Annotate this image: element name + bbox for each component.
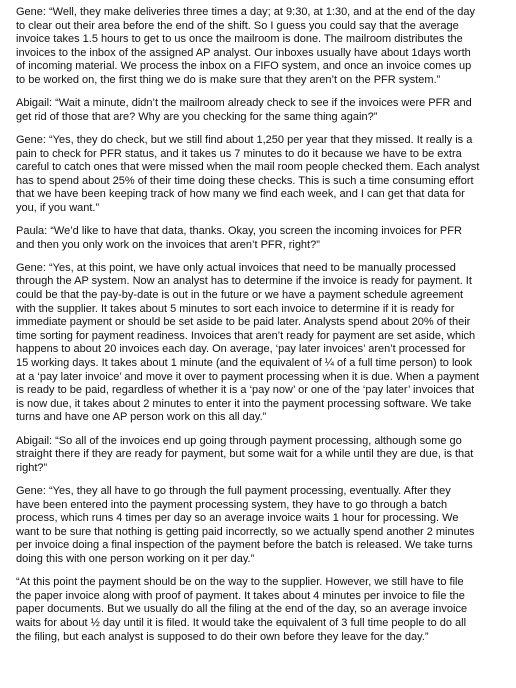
paragraph-paula-screening: Paula: “We’d like to have that data, thanks. Okay, you screen the incoming invoices for PFR and then you only work on the invoices that aren’t PFR, right?” <box>16 225 462 251</box>
paragraph-gene-payment-readiness: Gene: “Yes, at this point, we have only actual invoices that need to be manually processed through the AP system. Now an analyst has to determine if the invoice is ready for payment. It could be that the pay-by-date is out in the future or we have a payment schedule agreement with the supplier. It takes about 5 minutes to sort each invoice to determine if it is ready for immediate payment or should be set aside to be paid later. Analysts spend about 20% of their time sorting for payment readiness. Invoices that aren’t ready for payment are set aside, which happens to about 20 invoices each day. On average, ‘pay later invoices’ aren’t processed for 15 working days. It takes about 1 minute (and the equivalent of ¼ of a full time person) to look at a ‘pay later invoice’ and move it over to payment processing when it is due. When a payment is ready to be paid, regardless of whether it is a ‘pay now’ or one of the ‘pay later’ invoices that is now due, it takes about 2 minutes to enter it into the payment processing software. We take turns and have one AP person work on this all day.” <box>16 261 480 424</box>
paragraph-gene-deliveries: Gene: “Well, they make deliveries three times a day; at 9:30, at 1:30, and at the end of the day to clear out their area before the end of the shift. So I guess you could say that the average invoice takes 1.5 hours to get to us once the mailroom is done. The mailroom distributes the invoices to the inbox of the assigned AP analyst. Our inboxes usually have about 1days worth of incoming material. We process the inbox on a FIFO system, and once an invoice comes up to be worked on, the first thing we do is make sure that they aren’t on the PFR system.” <box>16 6 476 86</box>
paragraph-abigail-payment-processing: Abigail: “So all of the invoices end up going through payment processing, although some go straight there if they are ready for payment, but some wait for a while until they are due, is that right?” <box>16 434 474 474</box>
paragraph-gene-batch-process: Gene: “Yes, they all have to go through the full payment processing, eventually. After they have been entered into the payment processing system, they have to go through a batch process, which runs 4 times per day so an average invoice waits 1 hour for processing. We want to be sure that nothing is getting paid incorrectly, so we actually spend another 2 minutes per invoice doing a final inspection of the payment before the batch is released. We take turns doing this with one person working on it per day.” <box>16 484 475 565</box>
paragraph-gene-pfr-check: Gene: “Yes, they do check, but we still find about 1,250 per year that they missed. It really is a pain to check for PFR status, and it takes us 7 minutes to do it because we have to be extra careful to catch ones that were missed when the mail room people checked them. Each analyst has to spend about 25% of their time doing these checks. This is such a time consuming effort that we have been keeping track of how many we find each week, and I can get that data for you, if you want.” <box>16 133 480 214</box>
paragraph-filing: “At this point the payment should be on the way to the supplier. However, we still have to file the paper invoice along with proof of payment. It takes about 4 minutes per invoice to file the paper documents. But we usually do all the filing at the end of the day, so an average invoice waits for about ½ day until it is filed. It would take the equivalent of 3 full time people to do all the filing, but each analyst is supposed to do their own before they leave for the day.” <box>16 576 468 643</box>
document-page <box>16 6 510 654</box>
paragraph-abigail-mailroom-question: Abigail: “Wait a minute, didn’t the mailroom already check to see if the invoices were PFR and get rid of those that are? Why are you checking for the same thing again?” <box>16 97 472 123</box>
